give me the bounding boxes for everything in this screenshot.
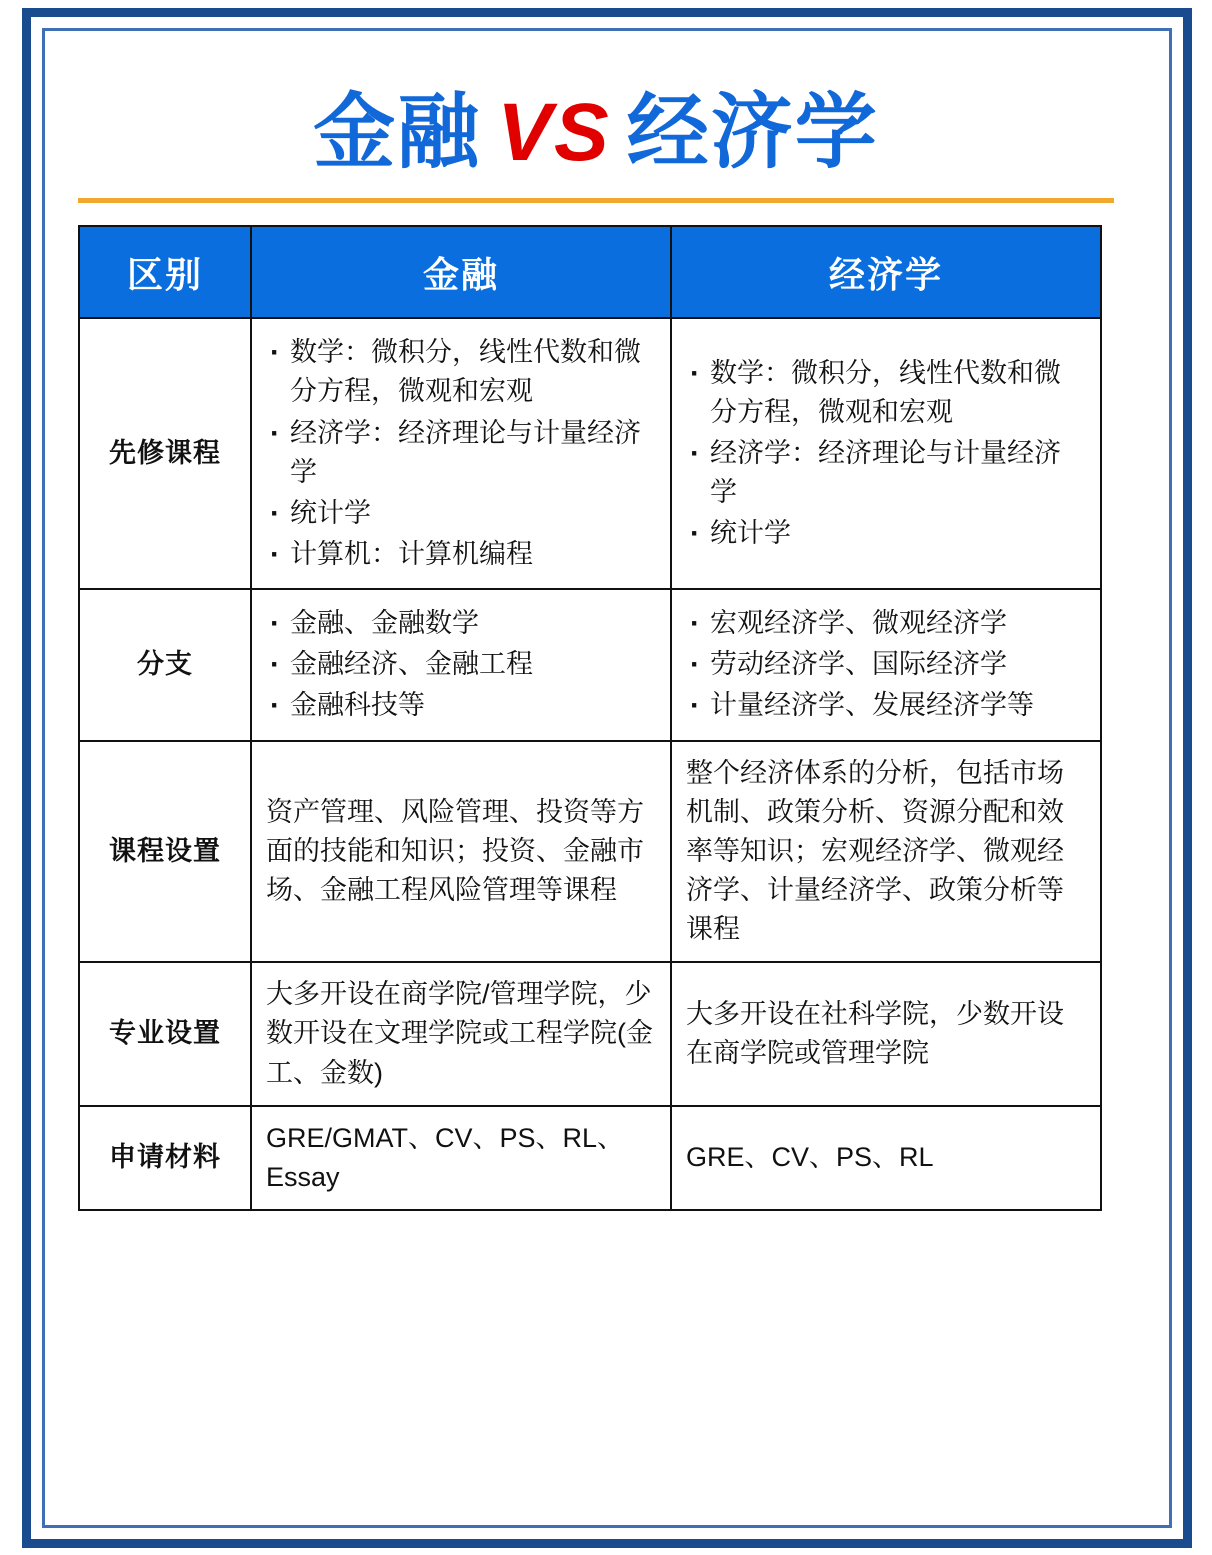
title-divider (78, 198, 1114, 203)
list-item: · 金融、金融数学 (266, 604, 656, 643)
list-item: · 数学：微积分，线性代数和微分方程，微观和宏观 (266, 333, 656, 411)
cell-finance-prerequisites (251, 318, 671, 589)
title-vs: VS (497, 87, 611, 178)
page-title (78, 60, 1114, 180)
cell-economics-curriculum (671, 741, 1101, 963)
list-item: · 计算机：计算机编程 (266, 535, 656, 574)
list-item: · 金融经济、金融工程 (266, 645, 656, 684)
list-item: · 数学：微积分，线性代数和微分方程，微观和宏观 (686, 354, 1086, 432)
list-item: · 统计学 (686, 514, 1086, 553)
cell-finance-curriculum (251, 741, 671, 963)
list-item: · 计量经济学、发展经济学等 (686, 686, 1086, 725)
cell-economics-application-materials (671, 1106, 1101, 1210)
header-finance: 金融 (251, 226, 671, 318)
title-right: 经济学 (626, 87, 879, 178)
row-label-curriculum: 课程设置 (79, 741, 251, 963)
header-economics: 经济学 (671, 226, 1101, 318)
cell-text: 大多开设在商学院/管理学院，少数开设在文理学院或工程学院(金工、金数) (266, 979, 653, 1088)
poster-content (78, 60, 1114, 1510)
table-row (79, 741, 1101, 963)
cell-text: GRE/GMAT、CV、PS、RL、Essay (266, 1122, 625, 1192)
row-label-branches: 分支 (79, 589, 251, 740)
list-item: · 经济学：经济理论与计量经济学 (266, 414, 656, 492)
list-item: · 经济学：经济理论与计量经济学 (686, 434, 1086, 512)
title-left: 金融 (313, 87, 482, 178)
table-row (79, 1106, 1101, 1210)
cell-finance-branches (251, 589, 671, 740)
row-label-program-placement: 专业设置 (79, 962, 251, 1105)
cell-text: 整个经济体系的分析，包括市场机制、政策分析、资源分配和效率等知识；宏观经济学、微观经济学、计量经济学、政策分析等课程 (686, 757, 1064, 945)
list-item: · 金融科技等 (266, 686, 656, 725)
header-category: 区别 (79, 226, 251, 318)
table-row (79, 962, 1101, 1105)
cell-text: 资产管理、风险管理、投资等方面的技能和知识；投资、金融市场、金融工程风险管理等课程 (266, 796, 644, 905)
list-item: · 宏观经济学、微观经济学 (686, 604, 1086, 643)
table-header-row (79, 226, 1101, 318)
list-item: · 劳动经济学、国际经济学 (686, 645, 1086, 684)
table-row (79, 589, 1101, 740)
comparison-table (78, 225, 1102, 1211)
cell-finance-application-materials (251, 1106, 671, 1210)
row-label-application-materials: 申请材料 (79, 1106, 251, 1210)
list-item: · 统计学 (266, 494, 656, 533)
row-label-prerequisites: 先修课程 (79, 318, 251, 589)
table-row (79, 318, 1101, 589)
cell-text: GRE、CV、PS、RL (686, 1142, 934, 1173)
cell-economics-branches (671, 589, 1101, 740)
cell-text: 大多开设在社科学院，少数开设在商学院或管理学院 (686, 998, 1064, 1068)
cell-finance-program-placement (251, 962, 671, 1105)
cell-economics-program-placement (671, 962, 1101, 1105)
cell-economics-prerequisites (671, 318, 1101, 589)
